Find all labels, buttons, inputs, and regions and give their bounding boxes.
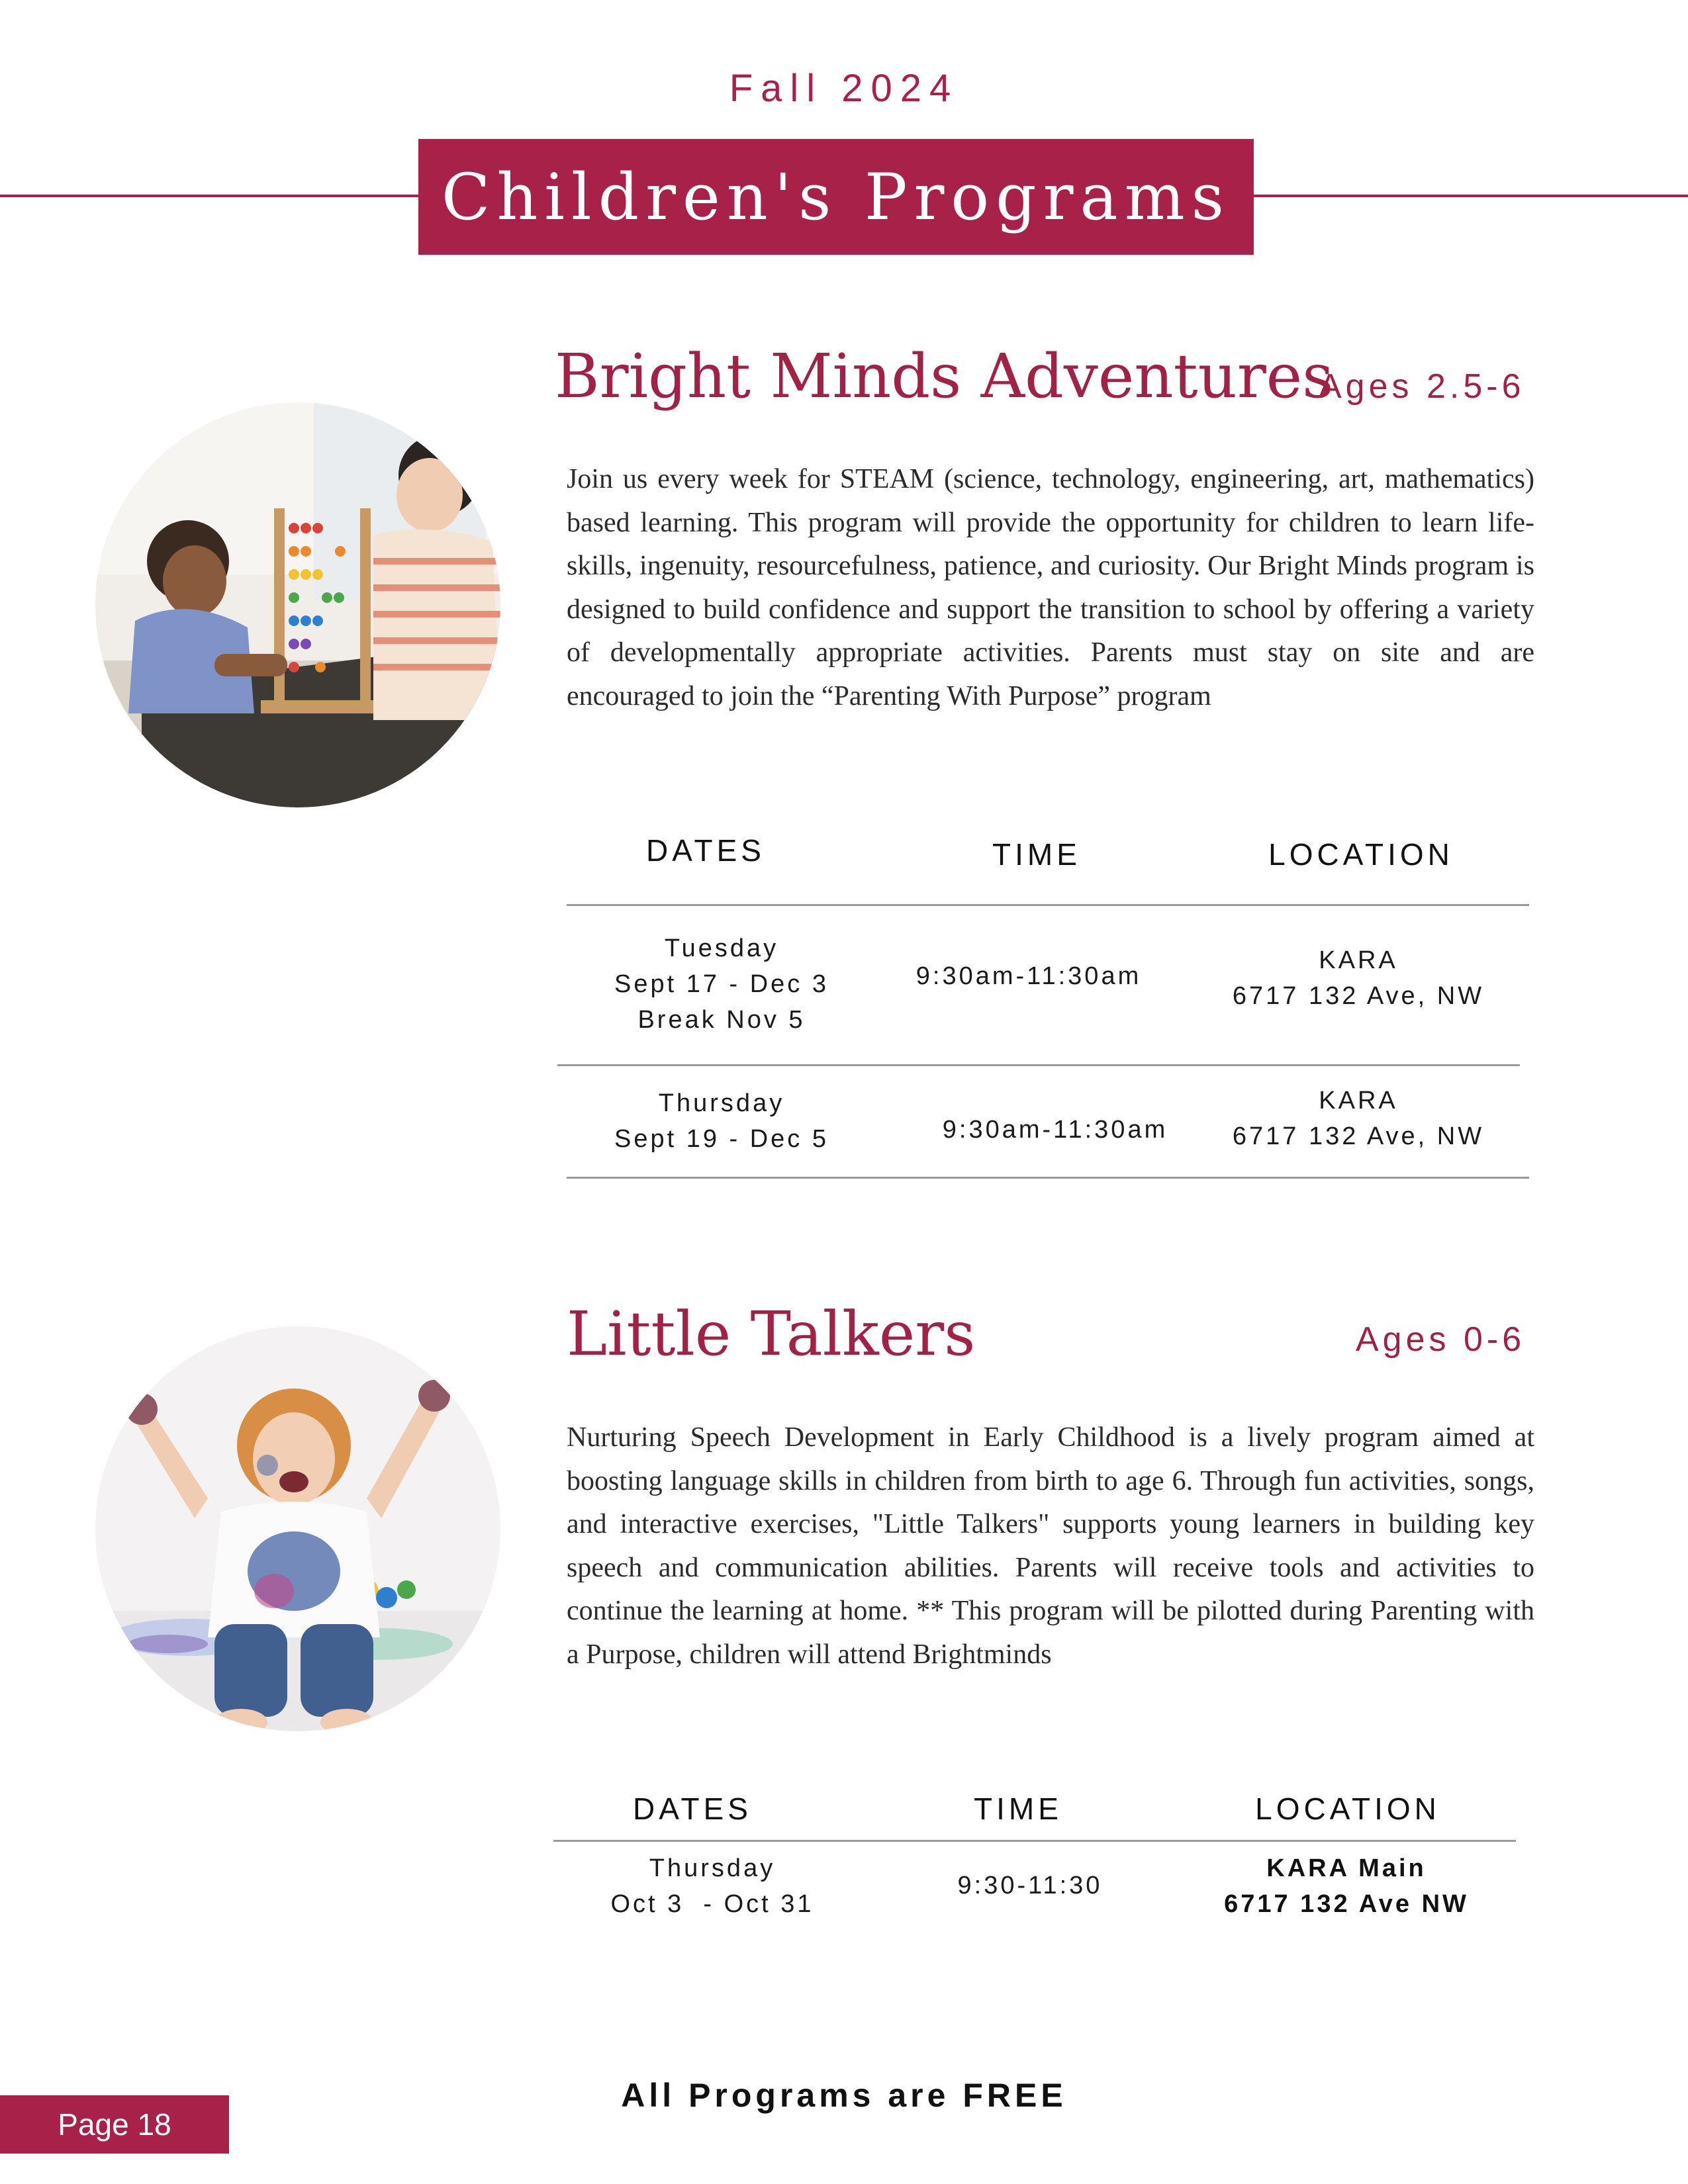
table-header-time: TIME <box>974 1792 1062 1826</box>
child-with-paint-photo <box>95 1326 500 1731</box>
season-label: Fall 2024 <box>729 67 959 110</box>
table-divider <box>553 1840 1516 1842</box>
page-number-tab <box>0 2095 229 2154</box>
program-description: Nurturing Speech Development in Early Childhood is a lively program aimed at boosting language skills in children from birth to age 6. Through fun activities, songs, and interactive exercises, "Little Talkers" supports young learners in building key speech and communication abilities. Parents will receive tools and activities to continue the learning at home. ** This program will be pilotted during Parenting with a Purpose, children will attend Brightminds <box>567 1422 1534 1670</box>
table-cell-dates: Tuesday Sept 17 - Dec 3 Break Nov 5 <box>614 934 829 1034</box>
page-title-banner <box>418 139 1254 255</box>
table-divider <box>567 1177 1529 1179</box>
table-cell-time: 9:30-11:30 <box>957 1872 1103 1899</box>
table-header-dates: DATES <box>646 833 765 868</box>
program-description: Join us every week for STEAM (science, technology, engineering, art, mathematics) based learning. This program will provide the opportunity for children to learn life-skills, ingenuity, resourcefulness, patience, and curiosity. Our Bright Minds program is designed to build confidence and support the transition to school by offering a variety of developmentally appropriate activities. Parents must stay on site and are encouraged to join the “Parenting With Purpose” program <box>567 464 1534 711</box>
table-cell-dates: Thursday Oct 3 - Oct 31 <box>610 1854 814 1918</box>
table-header-time: TIME <box>992 837 1081 872</box>
table-cell-location: KARA 6717 132 Ave, NW <box>1232 1087 1485 1150</box>
free-programs-note: All Programs are FREE <box>621 2077 1067 2114</box>
table-cell-time: 9:30am-11:30am <box>942 1116 1168 1144</box>
table-divider <box>567 904 1529 906</box>
header-rule-left <box>0 195 420 197</box>
table-cell-location: KARA 6717 132 Ave, NW <box>1232 946 1485 1010</box>
table-header-location: LOCATION <box>1255 1792 1440 1826</box>
program-title: Bright Minds Adventures <box>555 341 1334 412</box>
table-header-dates: DATES <box>633 1792 752 1826</box>
children-playing-abacus-photo <box>95 402 500 807</box>
program-ages: Ages 2.5-6 <box>1319 367 1525 406</box>
table-header-location: LOCATION <box>1268 837 1454 872</box>
table-divider <box>557 1064 1520 1066</box>
program-ages: Ages 0-6 <box>1356 1320 1526 1359</box>
page-number: Page 18 <box>58 2107 171 2142</box>
program-title: Little Talkers <box>567 1298 976 1369</box>
table-cell-time: 9:30am-11:30am <box>915 962 1142 990</box>
header-rule-right <box>1252 195 1688 197</box>
table-cell-location: KARA Main 6717 132 Ave NW <box>1224 1854 1469 1918</box>
page-title: Children's Programs <box>442 159 1231 234</box>
table-cell-dates: Thursday Sept 19 - Dec 5 <box>614 1089 829 1153</box>
